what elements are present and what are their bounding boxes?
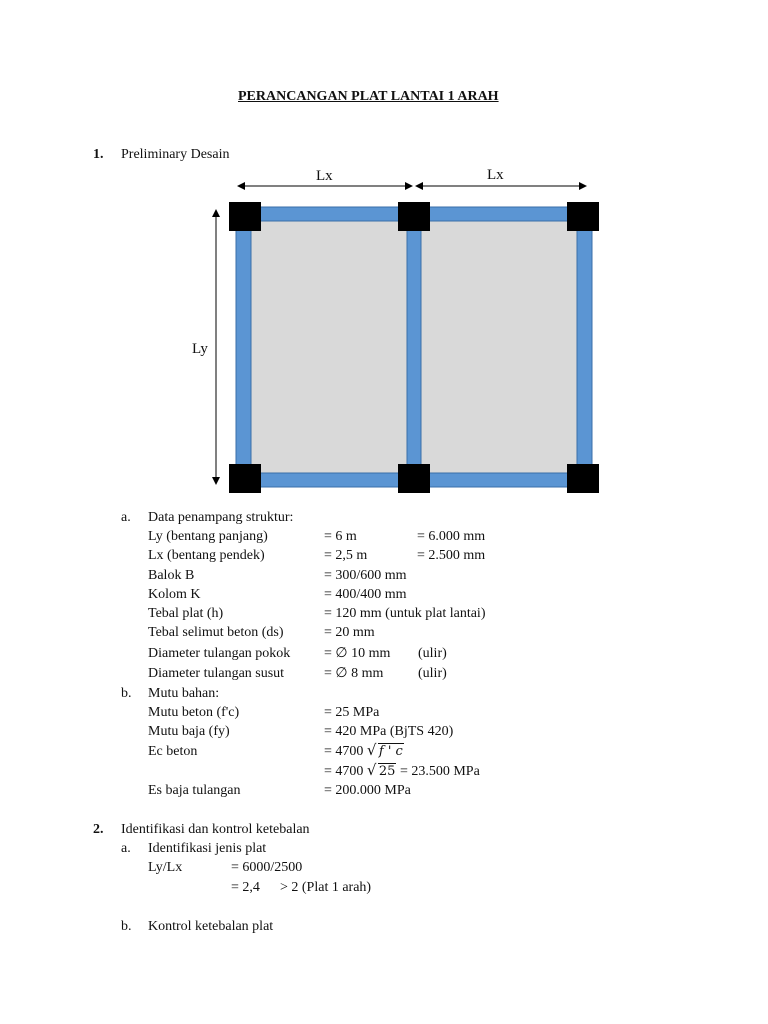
row-label: Diameter tulangan susut: [148, 666, 285, 681]
sqrt-25: √ 25: [366, 761, 396, 779]
sub-2a-heading: Identifikasi jenis plat: [148, 841, 267, 856]
row-value: = 420 MPa (BjTS 420): [324, 724, 454, 739]
sub-2b-heading: Kontrol ketebalan plat: [148, 919, 274, 934]
beam-left: [236, 229, 251, 465]
row-extra: (ulir): [418, 666, 447, 681]
slab-panel-left: [251, 221, 407, 473]
sub-2b-letter: b.: [121, 919, 132, 934]
beam-middle: [407, 229, 421, 465]
column-top-middle: [398, 202, 430, 231]
row-label: Lx (bentang pendek): [148, 548, 265, 563]
sqrt-25-radicand: 25: [378, 764, 396, 779]
ratio-line-1: = 6000/2500: [231, 860, 303, 875]
beam-top-right: [428, 207, 570, 221]
row-value: = 6 m: [324, 529, 357, 544]
ec-result-value: = 23.500 MPa: [399, 764, 480, 779]
ec-formula: [324, 741, 404, 760]
row-value: = 120 mm (untuk plat lantai): [324, 606, 486, 621]
ratio-line-2-value: = 2,4: [231, 880, 260, 895]
row-value: = ∅ 8 mm: [324, 666, 384, 681]
ratio-line-2-note: > 2 (Plat 1 arah): [280, 880, 372, 895]
column-top-left: [229, 202, 261, 231]
row-label: Mutu beton (f'c): [148, 705, 240, 720]
slab-panel-right: [421, 221, 577, 473]
sub-2a-letter: a.: [121, 841, 131, 856]
beam-top-left: [258, 207, 400, 221]
row-label: Es baja tulangan: [148, 783, 241, 798]
row-extra: = 6.000 mm: [417, 529, 486, 544]
ec-result-prefix: = 4700: [324, 764, 364, 779]
row-label: Diameter tulangan pokok: [148, 646, 291, 661]
section-1-number: 1.: [93, 147, 104, 162]
row-label: Kolom K: [148, 587, 201, 602]
sqrt-fc: √ f ' c: [366, 741, 403, 759]
lx-left-label: Lx: [316, 168, 333, 184]
row-value: = 400/400 mm: [324, 587, 407, 602]
ly-label: Ly: [192, 341, 208, 357]
row-value: = 2,5 m: [324, 548, 368, 563]
ec-formula-prefix: = 4700: [324, 744, 364, 759]
column-bottom-left: [229, 464, 261, 493]
sub-b-letter: b.: [121, 686, 132, 701]
row-value: = 300/600 mm: [324, 568, 407, 583]
row-label: Tebal plat (h): [148, 606, 224, 621]
row-label: Ec beton: [148, 744, 198, 759]
sub-a-heading: Data penampang struktur:: [148, 510, 294, 525]
row-extra: (ulir): [418, 646, 447, 661]
slab-plan-diagram: [0, 0, 768, 500]
row-label: Balok B: [148, 568, 195, 583]
row-value: = 200.000 MPa: [324, 783, 411, 798]
row-value: = 25 MPa: [324, 705, 380, 720]
page-title: PERANCANGAN PLAT LANTAI 1 ARAH: [238, 89, 499, 104]
row-label: Tebal selimut beton (ds): [148, 625, 284, 640]
beam-right: [577, 229, 592, 465]
ec-result: [324, 761, 480, 780]
row-extra: = 2.500 mm: [417, 548, 486, 563]
row-value: = 20 mm: [324, 625, 375, 640]
lx-right-label: Lx: [487, 167, 504, 183]
row-value: = ∅ 10 mm: [324, 646, 391, 661]
section-1-heading: Preliminary Desain: [121, 147, 230, 162]
section-2-number: 2.: [93, 822, 104, 837]
row-label: Ly (bentang panjang): [148, 529, 268, 544]
beam-bottom-left: [258, 473, 400, 487]
column-top-right: [567, 202, 599, 231]
column-bottom-right: [567, 464, 599, 493]
column-bottom-middle: [398, 464, 430, 493]
sqrt-fc-radicand: f ' c: [378, 744, 403, 759]
sub-a-letter: a.: [121, 510, 131, 525]
ratio-label: Ly/Lx: [148, 860, 183, 875]
row-label: Mutu baja (fy): [148, 724, 230, 739]
sub-b-heading: Mutu bahan:: [148, 686, 220, 701]
section-2-heading: Identifikasi dan kontrol ketebalan: [121, 822, 310, 837]
beam-bottom-right: [428, 473, 570, 487]
